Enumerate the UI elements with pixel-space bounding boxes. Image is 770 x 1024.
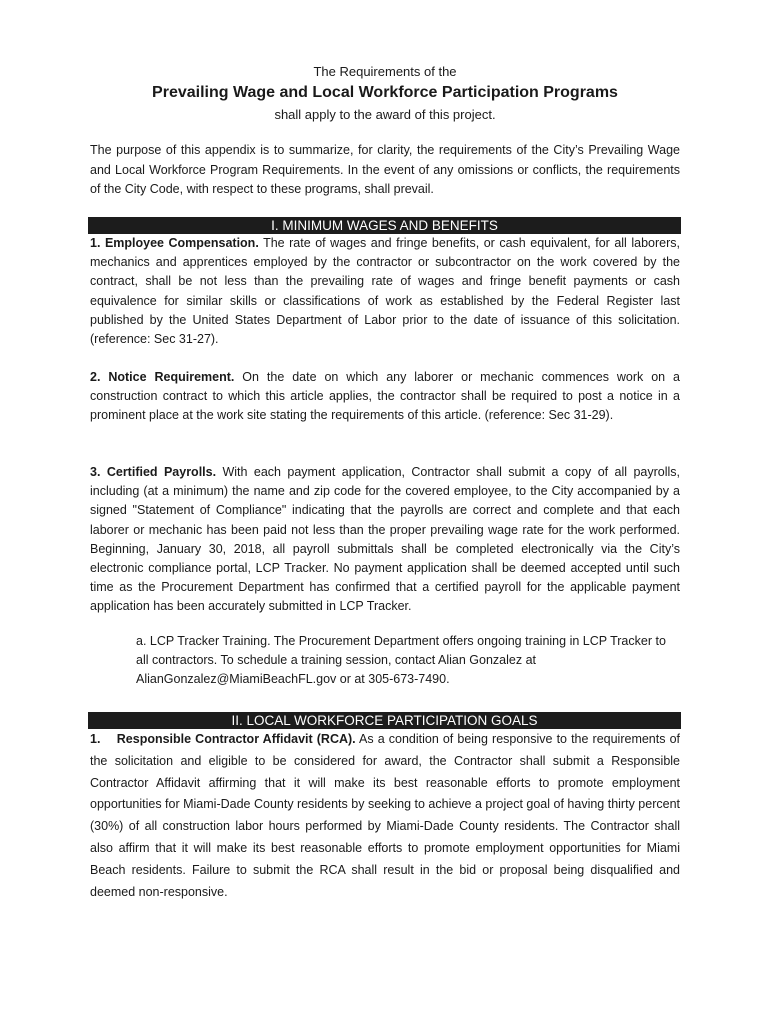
intro-paragraph: The purpose of this appendix is to summarize, for clarity, the requirements of the City’s Prevailing Wage and Local Workforce Program Requirements. In the event of any omissions or conflicts, the requirements of the City Code, with respect to these programs, shall prevail. — [90, 143, 680, 196]
section2-heading: II. LOCAL WORKFORCE PARTICIPATION GOALS — [88, 712, 681, 729]
notice-requirement-text: On the date on which any laborer or mechanic commences work on a construction contract to which this article applies, the contractor shall be required to post a notice in a prominent place at the work site stating the requirements of this article. (reference: Sec 31-29). — [90, 370, 681, 423]
rca-label: 1. Responsible Contractor Affidavit (RCA). — [90, 732, 356, 746]
certified-payrolls-paragraph — [90, 463, 680, 617]
employee-compensation-text: The rate of wages and fringe benefits, or cash equivalent, for all laborers, mechanics and apprentices employed by the contractor or subcontractor on the work covered by the contract, shall be not less than the prevailing rate of wages and fringe benefit payments or cash equivalence for similar skills or classifications of work as established by the Federal Register last published by the United States Department of Labor prior to the date of issuance of this solicitation. (reference: Sec 31-27). — [90, 236, 680, 347]
notice-requirement-paragraph — [90, 368, 680, 426]
document-title: Prevailing Wage and Local Workforce Participation Programs — [152, 84, 618, 101]
lcp-training-subparagraph: a. LCP Tracker Training. The Procurement Department offers ongoing training in LCP Tracker to all contractors. To schedule a training session, contact Alian Gonzalez at AlianGonzalez@MiamiBeachFL.gov or at 305-673-7490. — [136, 634, 666, 687]
employee-compensation-paragraph — [90, 234, 680, 349]
rca-paragraph — [90, 729, 680, 903]
rca-text: As a condition of being responsive to the requirements of the solicitation and eligible to be considered for award, the Contractor shall submit a Responsible Contractor Affidavit affirming that it will make its best reasonable efforts to promote employment opportunities for Miami-Dade County residents by seeking to achieve a project goal of having thirty percent (30%) of all construction labor hours performed by Miami-Dade County residents. The Contractor shall also affirm that it will make its best reasonable efforts to promote employment opportunities for Miami Beach residents. Failure to submit the RCA shall result in the bid or proposal being disqualified and deemed non-responsive. — [90, 732, 680, 899]
notice-requirement-label: 2. Notice Requirement. — [90, 370, 235, 384]
section1-heading: I. MINIMUM WAGES AND BENEFITS — [88, 217, 681, 234]
pre-title: The Requirements of the — [313, 64, 457, 79]
certified-payrolls-text: With each payment application, Contractor shall submit a copy of all payrolls, including (at a minimum) the name and zip code for the covered employee, to the City accompanied by a signed "Statement of Compliance" indicating that the payrolls are correct and complete and that each laborer or mechanic has been paid not less than the proper prevailing wage rate for the work performed. Beginning, January 30, 2018, all payroll submittals shall be completed electronically via the City’s electronic compliance portal, LCP Tracker. No payment application shall be deemed accepted until such time as the Procurement Department has confirmed that a certified payroll for the applicable payment application has been accurately submitted in LCP Tracker. — [90, 465, 680, 614]
employee-compensation-label: 1. Employee Compensation. — [90, 236, 259, 250]
certified-payrolls-label: 3. Certified Payrolls. — [90, 465, 217, 479]
post-title: shall apply to the award of this project. — [274, 107, 496, 122]
